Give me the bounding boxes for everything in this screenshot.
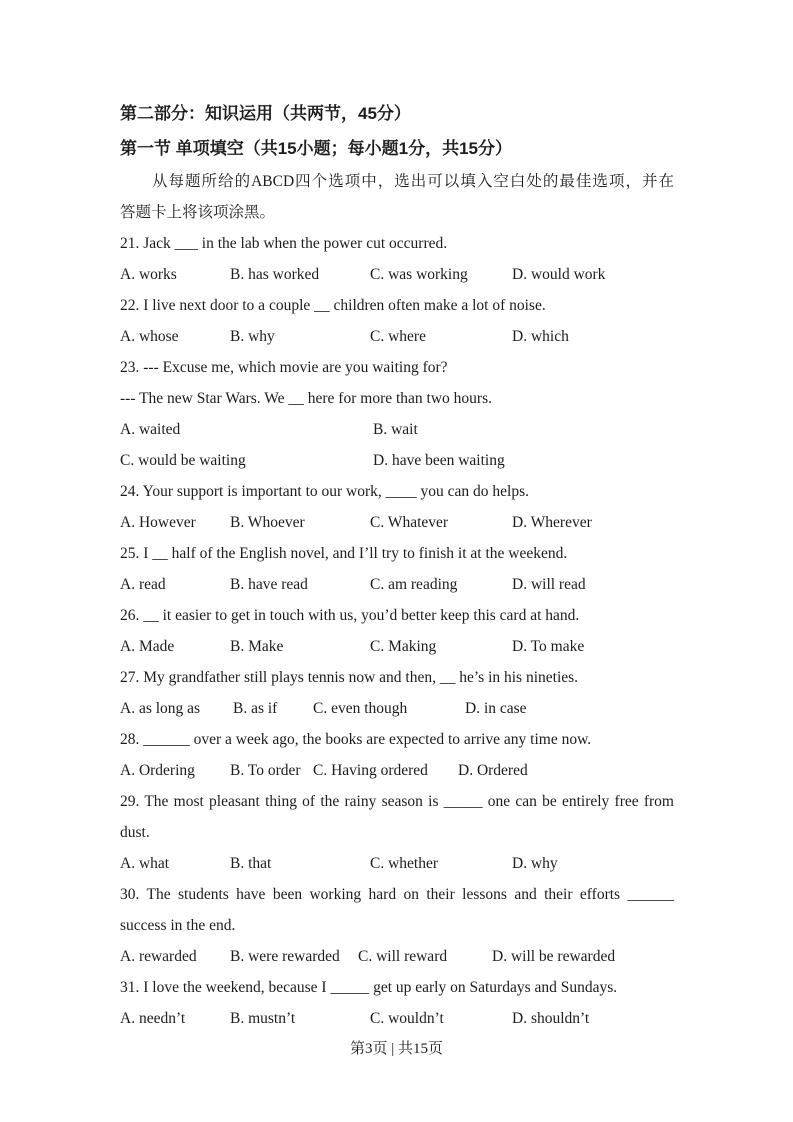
options-row: [120, 445, 674, 476]
option-c: C. Having ordered: [313, 762, 428, 779]
option-c: C. would be waiting: [120, 452, 246, 469]
option-d: D. To make: [512, 638, 585, 655]
option-c: C. Whatever: [370, 514, 449, 531]
question-text: 30. The students have been working hard on their lessons and their efforts ______: [120, 886, 674, 903]
question-text: 27. My grandfather still plays tennis now and then, __ he’s in his nineties.: [120, 669, 579, 686]
question-24: [120, 476, 674, 538]
option-c: C. where: [370, 328, 426, 345]
option-a: A. needn’t: [120, 1010, 186, 1027]
section-title: 第一节 单项填空（共15小题；每小题1分，共15分）: [120, 139, 512, 158]
question-text: 29. The most pleasant thing of the rainy season is _____ one can be entirely free from: [120, 793, 674, 810]
option-b: B. Whoever: [230, 514, 305, 531]
question-25: [120, 538, 674, 600]
question-list: [120, 228, 674, 1034]
option-b: B. To order: [230, 762, 301, 779]
option-b: B. were rewarded: [230, 948, 340, 965]
question-text: 23. --- Excuse me, which movie are you waiting for?: [120, 359, 448, 376]
question-text: 28. ______ over a week ago, the books are expected to arrive any time now.: [120, 731, 592, 748]
option-b: B. why: [230, 328, 275, 345]
option-a: A. Made: [120, 638, 175, 655]
option-a: A. rewarded: [120, 948, 197, 965]
options-row: [120, 1003, 674, 1034]
option-d: D. would work: [512, 266, 606, 283]
option-d: D. will read: [512, 576, 586, 593]
question-text: 21. Jack ___ in the lab when the power cut occurred.: [120, 235, 448, 252]
instruction-line: 从每题所给的ABCD四个选项中，选出可以填入空白处的最佳选项，并在: [152, 173, 674, 190]
page-number: 第3页 | 共15页: [349, 1041, 443, 1057]
option-c: C. wouldn’t: [370, 1010, 444, 1027]
option-d: D. will be rewarded: [492, 948, 616, 965]
option-b: B. have read: [230, 576, 308, 593]
question-28: [120, 724, 674, 786]
question-text: 22. I live next door to a couple __ children often make a lot of noise.: [120, 297, 546, 314]
option-c: C. will reward: [358, 948, 448, 965]
question-text: 25. I __ half of the English novel, and I’ll try to finish it at the weekend.: [120, 545, 568, 562]
question-text: --- The new Star Wars. We __ here for more than two hours.: [120, 390, 492, 407]
options-row: [120, 693, 674, 724]
option-b: B. wait: [373, 421, 418, 438]
options-row: [120, 321, 674, 352]
instructions: [120, 166, 674, 228]
options-row: [120, 755, 674, 786]
option-d: D. Ordered: [458, 762, 528, 779]
option-a: A. Ordering: [120, 762, 195, 779]
question-26: [120, 600, 674, 662]
option-a: A. However: [120, 514, 196, 531]
question-text: 31. I love the weekend, because I _____ get up early on Saturdays and Sundays.: [120, 979, 618, 996]
option-c: C. am reading: [370, 576, 458, 593]
option-c: C. even though: [313, 700, 408, 717]
question-31: [120, 972, 674, 1034]
question-21: [120, 228, 674, 290]
option-a: A. waited: [120, 421, 181, 438]
options-row: [120, 259, 674, 290]
question-text: success in the end.: [120, 917, 236, 934]
option-a: A. what: [120, 855, 170, 872]
question-text: dust.: [120, 824, 150, 841]
options-row: [120, 507, 674, 538]
options-row: [120, 569, 674, 600]
options-row: [120, 414, 674, 445]
options-row: [120, 631, 674, 662]
option-b: B. as if: [233, 700, 278, 717]
option-d: D. why: [512, 855, 558, 872]
option-a: A. works: [120, 266, 177, 283]
question-23: [120, 352, 674, 476]
option-d: D. Wherever: [512, 514, 592, 531]
exam-content: [120, 96, 674, 1034]
option-c: C. Making: [370, 638, 437, 655]
option-b: B. mustn’t: [230, 1010, 296, 1027]
instruction-line: 答题卡上将该项涂黑。: [120, 204, 276, 221]
question-30: [120, 879, 674, 972]
options-row: [120, 941, 674, 972]
option-d: D. have been waiting: [373, 452, 505, 469]
page-footer: [0, 1034, 793, 1065]
option-d: D. shouldn’t: [512, 1010, 590, 1027]
option-a: A. as long as: [120, 700, 201, 717]
question-29: [120, 786, 674, 879]
question-22: [120, 290, 674, 352]
option-b: B. that: [230, 855, 272, 872]
options-row: [120, 848, 674, 879]
option-c: C. whether: [370, 855, 439, 872]
question-text: 26. __ it easier to get in touch with us, you’d better keep this card at hand.: [120, 607, 580, 624]
part-title: 第二部分：知识运用（共两节，45分）: [120, 104, 411, 123]
option-b: B. Make: [230, 638, 284, 655]
option-a: A. whose: [120, 328, 179, 345]
option-d: D. in case: [465, 700, 527, 717]
option-b: B. has worked: [230, 266, 320, 283]
question-27: [120, 662, 674, 724]
option-a: A. read: [120, 576, 166, 593]
option-d: D. which: [512, 328, 569, 345]
question-text: 24. Your support is important to our work, ____ you can do helps.: [120, 483, 530, 500]
option-c: C. was working: [370, 266, 468, 283]
